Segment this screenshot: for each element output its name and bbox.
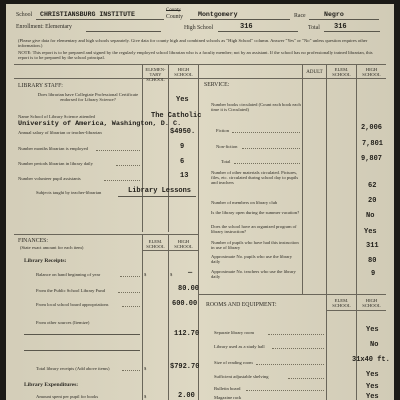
library-staff-title: LIBRARY STAFF:: [18, 83, 63, 89]
school-label: School: [16, 12, 33, 18]
instruction-text: (Please give data for elementary and high schools separately. Give data for county high and combined schools as "High School" column. Answer "Yes" or "No" unless question requires other information.): [18, 38, 368, 49]
expenditures-title: Library Expenditures:: [24, 382, 79, 388]
club-members-label: Number of members on library club: [211, 200, 278, 205]
service-title: SERVICE:: [204, 82, 230, 88]
local-approp-label: From local school board appropriations: [36, 302, 109, 307]
separate-room-label: Separate library room: [214, 330, 255, 335]
nonfiction-high: 7,801: [362, 140, 384, 148]
rooms-title: ROOMS AND EQUIPMENT:: [206, 302, 277, 308]
high-col-header: HIGH SCHOOL: [174, 67, 193, 77]
instructed-pupils-high: 311: [366, 242, 379, 250]
books-elem-dollar: $: [144, 394, 147, 399]
report-page: [6, 4, 394, 400]
elem-col-header: ELEMEN- TARY SCHOOL: [145, 67, 166, 82]
reading-room-size-high: 31x40 ft.: [352, 356, 390, 364]
staff-q5: Number periods librarian in library daily: [18, 161, 93, 166]
separate-room-high: Yes: [366, 326, 379, 334]
daily-pupils-high: 80: [368, 257, 377, 265]
staff-q7: Subjects taught by teacher-librarian: [36, 190, 102, 195]
high-col-header-finance: HIGH SCHOOL: [174, 239, 193, 249]
staff-q4: Number months librarian is employed: [18, 146, 88, 151]
staff-a1-high: Yes: [176, 96, 189, 104]
high-school-label: High School: [184, 25, 214, 31]
total-enrollment: 316: [334, 23, 347, 31]
high-school-enrollment: 316: [240, 23, 253, 31]
staff-a2-line1: The Catholic: [151, 112, 202, 120]
county-struck-label: County: [166, 8, 181, 13]
race-label: Race: [294, 13, 306, 19]
high-col-header-service: HIGH SCHOOL: [362, 67, 381, 77]
reading-room-size-label: Size of reading room: [214, 360, 253, 365]
books-circulated-label: Number books circulated (Count each book each time it is Circulated): [211, 102, 301, 113]
nonfiction-label: Non-fiction: [216, 144, 238, 149]
county-value: Montgomery: [198, 11, 238, 18]
other-materials-high: 62: [368, 182, 377, 190]
study-hall-high: No: [370, 341, 379, 349]
staff-a6-high: 13: [180, 172, 189, 180]
study-hall-label: Library used as a study hall: [214, 344, 265, 349]
staff-q1: Does librarian have Collegiate Professional Certificate endorsed for Library Science?: [37, 92, 139, 103]
daily-teachers-high: 9: [371, 270, 376, 278]
adult-col-header: ADULT: [306, 70, 323, 75]
daily-pupils-label: Approximate No. pupils who use the library daily: [211, 254, 293, 265]
books-per-pupil-high: 2.00: [178, 392, 195, 400]
staff-a7: Library Lessons: [128, 187, 192, 195]
shelving-label: Sufficient adjustable shelving: [214, 374, 269, 379]
local-approp-high: 600.00: [172, 300, 198, 308]
summer-open-label: Is the library open during the summer vacation?: [211, 210, 300, 215]
bulletin-board-high: Yes: [366, 383, 379, 391]
magazine-rack-label: Magazine rack: [214, 395, 242, 400]
elem-col-header-service: ELEM. SCHOOL: [332, 67, 351, 77]
balance-label: Balance on hand beginning of year: [36, 272, 101, 277]
bulletin-board-label: Bulletin board: [214, 386, 241, 391]
fiction-label: Fiction: [216, 128, 230, 133]
balance-high: —: [188, 269, 193, 277]
balance-high-dollar: $: [170, 272, 173, 277]
total-receipts-high: $792.70: [170, 363, 200, 371]
circ-total-label: Total: [221, 159, 231, 164]
circ-total-high: 9,807: [361, 155, 383, 163]
finances-subtitle: (State exact amount for each item): [20, 245, 84, 250]
other-materials-label: Number of other materials circulated. Pictures, files, etc. circulated during school day to pupils and teachers: [211, 170, 299, 186]
staff-a3-high: $4950.: [170, 128, 196, 136]
staff-q2: Name School of Library Science attended: [18, 114, 95, 119]
other-sources-high: 112.70: [174, 330, 200, 338]
summer-open-high: No: [366, 212, 375, 220]
state-fund-label: From the Public School Library Fund: [36, 288, 106, 293]
staff-a5-high: 6: [180, 158, 185, 166]
elem-col-header-rooms: ELEM. SCHOOL: [332, 298, 351, 308]
total-label: Total: [308, 25, 320, 31]
enrollment-label: Enrollment: Elementary: [16, 24, 72, 30]
fiction-high: 2,006: [361, 124, 383, 132]
elem-col-header-finance: ELEM. SCHOOL: [146, 239, 165, 249]
staff-a4-high: 9: [180, 143, 185, 151]
daily-teachers-label: Approximate No. teachers who use the library daily: [211, 269, 296, 280]
program-high: Yes: [364, 228, 377, 236]
finances-title: FINANCES:: [18, 238, 48, 244]
shelving-high: Yes: [366, 371, 379, 379]
high-col-header-rooms: HIGH SCHOOL: [362, 298, 381, 308]
magazine-rack-high: Yes: [366, 393, 379, 400]
club-members-high: 20: [368, 197, 377, 205]
staff-a2-line2: University of America, Washington, D. C.: [18, 120, 182, 128]
county-label: County: [166, 14, 184, 20]
instructed-pupils-label: Number of pupils who have had this instruction in use of library: [211, 240, 299, 251]
balance-elem-dollar: $: [144, 272, 147, 277]
staff-q3: Annual salary of librarian or teacher-librarian: [18, 130, 102, 135]
race-value: Negro: [324, 11, 344, 18]
note-text: NOTE: This report is to be prepared and signed by the regularly employed school librarian who is a faculty member; not by an assistant. If the school has no professionally trained librarian, this report is to be prepared by the school principal.: [18, 50, 373, 61]
books-per-pupil-label: Amount spent per pupil for books: [36, 394, 99, 399]
school-value: CHRISTIANSBURG INSTITUTE: [40, 11, 135, 18]
state-fund-high: 80.00: [178, 285, 200, 293]
other-sources-label: From other sources (Itemize): [36, 320, 90, 325]
total-receipts-label: Total library receipts (Add above items): [36, 366, 110, 371]
receipts-title: Library Receipts:: [24, 258, 67, 264]
program-label: Does the school have an organized program of library instruction?: [211, 224, 297, 235]
staff-q6: Number volunteer pupil assistants: [18, 176, 81, 181]
total-elem-dollar: $: [144, 366, 147, 371]
